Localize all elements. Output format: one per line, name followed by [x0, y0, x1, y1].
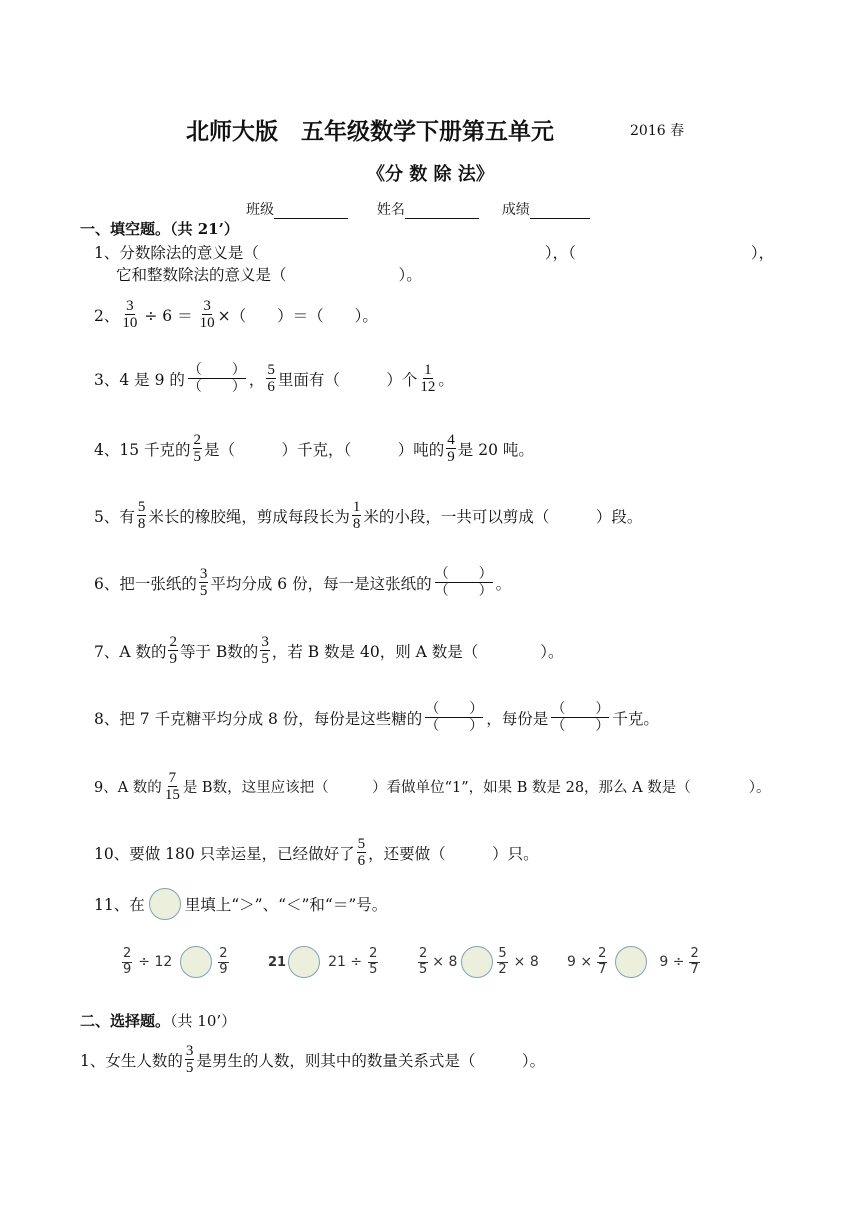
compare-answer-circle[interactable]	[461, 946, 493, 978]
compare-answer-circle[interactable]	[615, 946, 647, 978]
page-title: 北师大版 五年级数学下册第五单元	[186, 119, 554, 145]
compare-expression-2: 21 21 ÷ $\frac{2}{5}$	[268, 946, 378, 977]
question-3: 3、4 是 9 的 （ ） （ ） ， $\frac{5}{6}$ 里面有（ ）个 $\frac{1}{12}$ 。	[94, 362, 454, 396]
fraction: $\frac{3}{5}$	[261, 634, 269, 668]
question-6: 6、把一张纸的 $\frac{3}{5}$ 平均分成 6 份，每一是这张纸的 （ ） （ ） 。	[94, 566, 512, 600]
name-label: 姓名	[376, 202, 405, 218]
class-field[interactable]	[274, 204, 348, 219]
fraction: $\frac{3}{10}$	[199, 298, 215, 332]
answer-fraction-blank[interactable]: （ ） （ ）	[434, 566, 493, 600]
fraction: $\frac{5}{8}$	[137, 499, 146, 533]
compare-answer-circle[interactable]	[180, 946, 212, 978]
fraction: $\frac{5}{6}$	[267, 362, 275, 396]
answer-fraction-blank[interactable]: （ ） （ ）	[551, 701, 610, 735]
student-info	[246, 199, 590, 219]
name-field[interactable]	[405, 204, 479, 219]
compare-answer-circle[interactable]	[288, 946, 320, 978]
fraction: $\frac{2}{9}$	[169, 634, 177, 668]
fraction: $\frac{3}{10}$	[122, 298, 138, 332]
question-1-line-1: 1、分数除法的意义是（ ），（ ），	[94, 244, 775, 262]
question-4: 4、15 千克的 $\frac{2}{5}$ 是（ ）千克，（ ）吨的 $\frac{4}{9}$ 是 20 吨。	[94, 432, 534, 466]
question-1-line-2: 它和整数除法的意义是（ ）。	[116, 266, 422, 284]
fraction: $\frac{3}{5}$	[185, 1043, 194, 1077]
fraction: $\frac{4}{9}$	[447, 432, 455, 466]
fraction: $\frac{3}{5}$	[199, 566, 208, 600]
class-label: 班级	[246, 202, 274, 218]
section-fill-blank-title: 一、填空题。（共 21’）	[80, 220, 239, 238]
choice-question-1: 1、女生人数的 $\frac{3}{5}$ 是男生的人数，则其中的数量关系式是（ ）。	[80, 1043, 546, 1077]
season-label: 2016 春	[630, 123, 685, 139]
fraction: $\frac{1}{12}$	[420, 362, 436, 396]
fraction: $\frac{2}{5}$	[193, 432, 202, 466]
section-choice-title: 二、选择题。（共 10’）	[80, 1012, 237, 1030]
question-5: 5、有 $\frac{5}{8}$ 米长的橡胶绳，剪成每段长为 $\frac{1}{8}$ 米的小段，一共可以剪成（ ）段。	[94, 499, 643, 533]
question-7: 7、A 数的 $\frac{2}{9}$ 等于 B数的 $\frac{3}{5}$ ，若 B 数是 40，则 A 数是（ ）。	[94, 634, 564, 668]
question-11: 11、在 里填上“＞”、“＜”和“＝”号。	[94, 888, 387, 920]
answer-fraction-blank[interactable]: （ ） （ ）	[187, 362, 246, 396]
fraction: $\frac{1}{8}$	[352, 499, 361, 533]
question-2: 2、 $\frac{3}{10}$ ÷ 6 ＝ $\frac{3}{10}$ ×（ ）＝（ ）。	[94, 298, 378, 332]
unit-subtitle: 《分 数 除 法》	[367, 164, 494, 185]
answer-fraction-blank[interactable]: （ ） （ ）	[425, 701, 484, 735]
compare-expression-3: $\frac{2}{5}$ × 8 $\frac{5}{2}$ × 8	[419, 946, 539, 977]
score-field[interactable]	[530, 204, 590, 219]
question-8: 8、把 7 千克糖平均分成 8 份，每份是这些糖的 （ ） （ ） ，每份是 （ ） （ ） 千克。	[94, 701, 659, 735]
question-10: 10、要做 180 只幸运星，已经做好了 $\frac{5}{6}$ ，还要做（ ）只。	[94, 836, 539, 870]
score-label: 成绩	[501, 202, 530, 218]
fraction: $\frac{5}{6}$	[357, 836, 366, 870]
question-9: 9、A 数的 $\frac{7}{15}$ 是 B数，这里应该把（ ）看做单位“1”，如果 B 数是 28，那么 A 数是（ ）。	[94, 770, 771, 804]
compare-expression-1: $\frac{2}{9}$ ÷ 12 $\frac{2}{9}$	[123, 946, 228, 977]
compare-expression-4: 9 × $\frac{2}{7}$ 9 ÷ $\frac{2}{7}$	[567, 946, 699, 977]
compare-circle-icon	[149, 888, 181, 920]
fraction: $\frac{7}{15}$	[164, 770, 180, 804]
